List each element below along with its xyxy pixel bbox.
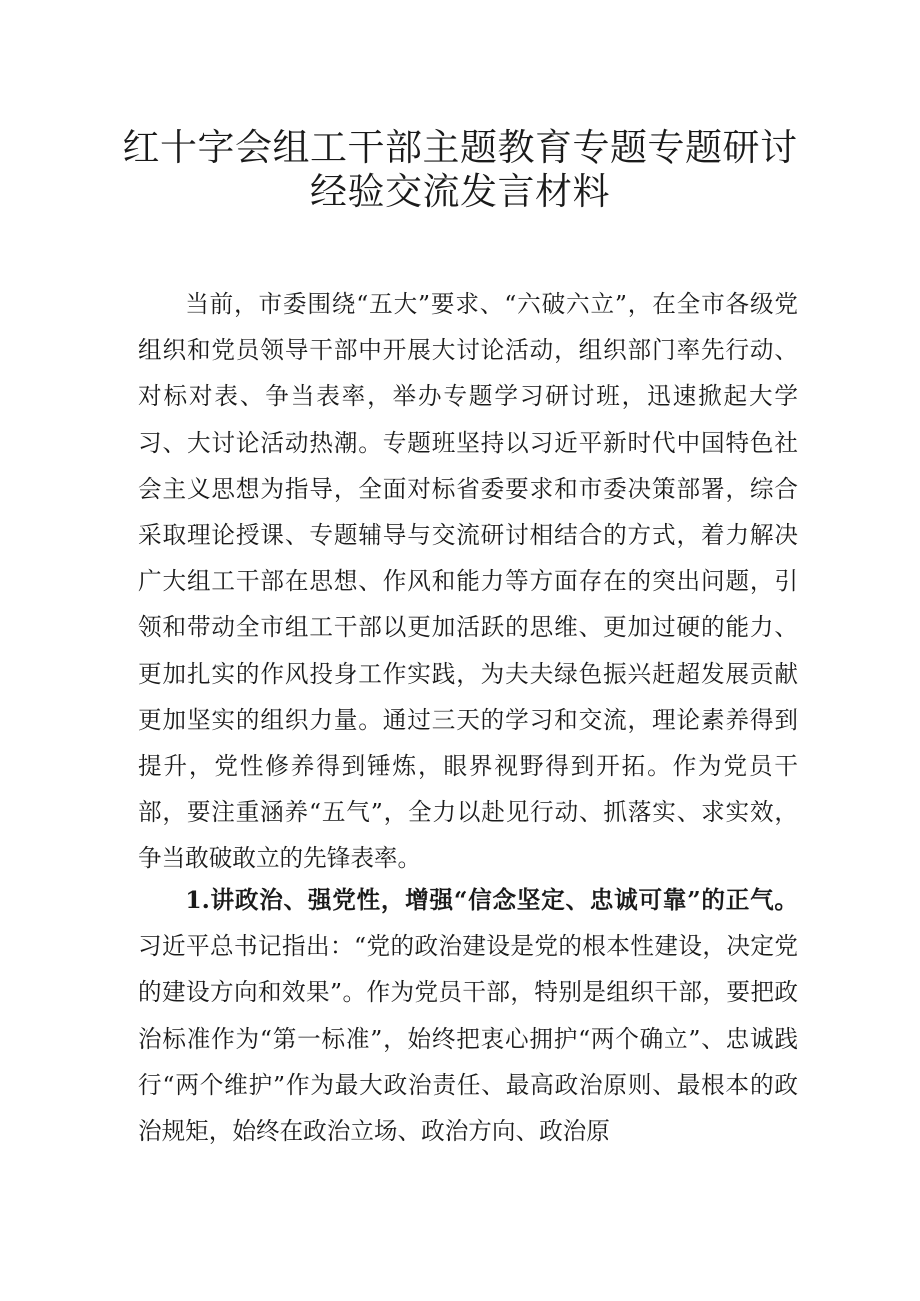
document-title-line1: 红十字会组工干部主题教育专题专题研讨	[122, 126, 798, 169]
section1-body: 习近平总书记指出：“党的政治建设是党的根本性建设，决定党的建设方向和效果”。作为党员干部，特别是组织干部，要把政治标准作为“第一标准”，始终把衷心拥护“两个确立”、忠诚践行“两个维护”作为最大政治责任、最高政治原则、最根本的政治规矩，始终在政治立场、政治方向、政治原	[138, 932, 798, 1146]
paragraph-section1	[138, 877, 798, 1154]
section1-heading: 1.讲政治、强党性，增强“信念坚定、忠诚可靠”的正气。	[185, 886, 798, 914]
paragraph-intro: 当前，市委围绕“五大”要求、“六破六立”，在全市各级党组织和党员领导干部中开展大讨论活动，组织部门率先行动、对标对表、争当表率，举办专题学习研讨班，迅速掀起大学习、大讨论活动热潮。专题班坚持以习近平新时代中国特色社会主义思想为指导，全面对标省委要求和市委决策部署，综合采取理论授课、专题辅导与交流研讨相结合的方式，着力解决广大组工干部在思想、作风和能力等方面存在的突出问题，引领和带动全市组工干部以更加活跃的思维、更加过硬的能力、更加扎实的作风投身工作实践，为夫夫绿色振兴赶超发展贡献更加坚实的组织力量。通过三天的学习和交流，理论素养得到提升，党性修养得到锤炼，眼界视野得到开拓。作为党员干部，要注重涵养“五气”，全力以赴见行动、抓落实、求实效，争当敢破敢立的先锋表率。	[138, 290, 798, 873]
document-title-line2: 经验交流发言材料	[310, 170, 610, 213]
